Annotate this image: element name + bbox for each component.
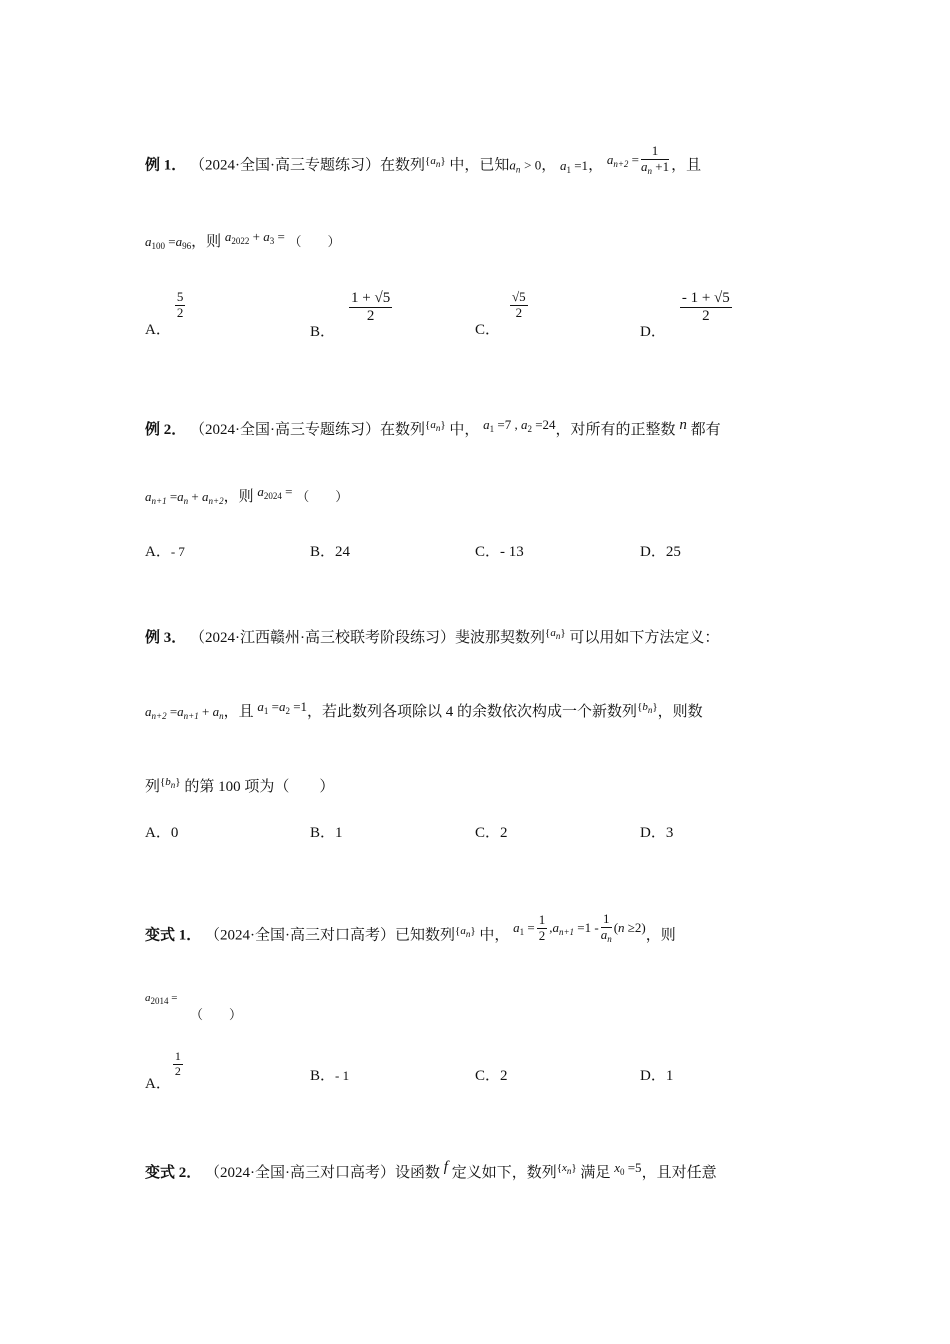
ex2-line2: $a_{n+1} =a_n + a_{n+2}$，则 $a_{2024}$ = （ ） bbox=[145, 484, 349, 506]
ex1-line2: $a_{100} =a_{96}$，则 $a_{2022} + a_3$ = （ ） bbox=[145, 229, 341, 251]
ex2-line1: 例 2． （2024·全国·高三专题练习）在数列$^{\{a_n\}}$ 中， $a_1 =7$ , $a_2 =24$，对所有的正整数 n 都有 bbox=[145, 417, 721, 438]
var1-option-c[interactable]: C．2 bbox=[475, 1068, 508, 1084]
ex3-option-a[interactable]: A．0 bbox=[145, 825, 179, 841]
var1-option-a[interactable]: A． $\frac{1}{2}$ bbox=[145, 1049, 181, 1092]
ex3-option-c[interactable]: C．2 bbox=[475, 825, 508, 841]
var1-line1: 变式 1． （2024·全国·高三对口高考）已知数列$^{\{a_n\}}$ 中， $a_1$ = $\frac{1}{2}$ $,a_{n+1} =1$ - $\frac{1}{a_n}$ (n ≥2)，则 bbox=[145, 911, 676, 944]
ex2-option-c[interactable]: C．- 13 bbox=[475, 544, 524, 560]
var1-line2: $a_{2014}$ = bbox=[145, 992, 178, 1006]
ex1-option-c[interactable]: C． $\frac{√5}{2}$ bbox=[475, 289, 526, 338]
ex3-option-b[interactable]: B．1 bbox=[310, 825, 343, 841]
var1-option-d[interactable]: D．1 bbox=[640, 1068, 674, 1084]
var2-label: 变式 2． bbox=[145, 1165, 202, 1181]
ex1-source: （2024·全国·高三专题练习） bbox=[190, 157, 381, 174]
ex1-option-a[interactable]: A． $\frac{5}{2}$ bbox=[145, 289, 184, 338]
ex2-option-d[interactable]: D．25 bbox=[640, 544, 681, 560]
var1-paren: （ ） bbox=[190, 1007, 243, 1022]
var1-label: 变式 1． bbox=[145, 927, 202, 944]
ex2-label: 例 2． bbox=[145, 422, 187, 438]
ex2-option-b[interactable]: B．24 bbox=[310, 544, 351, 560]
ex1-option-b[interactable]: B． $\frac{1 + √5}{2}$ bbox=[310, 290, 391, 341]
ex3-label: 例 3． bbox=[145, 630, 187, 646]
var2-line1: 变式 2． （2024·全国·高三对口高考）设函数 f 定义如下，数列$^{\{x_n\}}$ 满足 $x_0 =5$，且对任意 bbox=[145, 1159, 717, 1181]
ex3-line3: 列$^{\{b_n\}}$ 的第 100 项为（ ） bbox=[145, 776, 335, 795]
ex2-option-a[interactable]: A．- 7 bbox=[145, 544, 185, 560]
var1-option-b[interactable]: B．- 1 bbox=[310, 1068, 350, 1084]
ex3-line1: 例 3． （2024·江西赣州·高三校联考阶段练习）斐波那契数列$^{\{a_n\}}$ 可以用如下方法定义： bbox=[145, 627, 720, 646]
ex1-line1: 例 1． （2024·全国·高三专题练习）在数列$^{\{a_n\}}$ 中，已知$a_n > 0$， $a_1 =1$， $a_{n+2}$ = $\frac{1}{a_n +1}$ ，且 bbox=[145, 143, 702, 176]
ex3-line2: $a_{n+2} =a_{n+1} + a_n$，且 $a_1 =a_2 =1$，若此数列各项除以 4 的余数依次构成一个新数列$^{\{b_n\}}$，则数 bbox=[145, 699, 703, 721]
ex3-option-d[interactable]: D．3 bbox=[640, 825, 674, 841]
ex1-label: 例 1． bbox=[145, 157, 187, 174]
ex1-option-d[interactable]: D． $\frac{- 1 + √5}{2}$ bbox=[640, 290, 730, 341]
